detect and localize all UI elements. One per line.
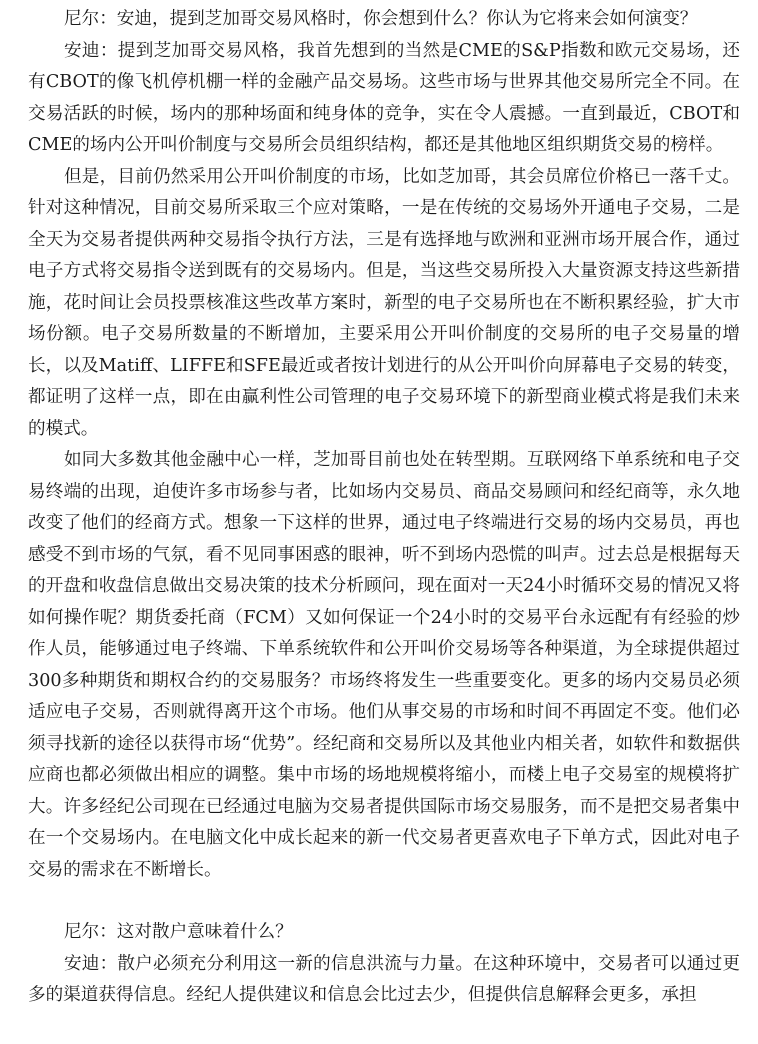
body-paragraph: 如同大多数其他金融中心一样，芝加哥目前也处在转型期。互联网络下单系统和电子交易终端的出现，迫使许多市场参与者，比如场内交易员、商品交易顾问和经纪商等，永久地改变了他们的经商方式。想象一下这样的世界，通过电子终端进行交易的场内交易员，再也感受不到市场的气氛，看不见同事困惑的眼神，听不到场内恐慌的叫声。过去总是根据每天的开盘和收盘信息做出交易决策的技术分析顾问，现在面对一天24小时循环交易的情况又将如何操作呢？期货委托商（FCM）又如何保证一个24小时的交易平台永远配有有经验的炒作人员，能够通过电子终端、下单系统软件和公开叫价交易场等各种渠道，为全球提供超过300多种期货和期权合约的交易服务？市场终将发生一些重要变化。更多的场内交易员必须适应电子交易，否则就得离开这个市场。他们从事交易的市场和时间不再固定不变。他们必须寻找新的途径以获得市场“优势”。经纪商和交易所以及其他业内相关者，如软件和数据供应商也都必须做出相应的调整。集中市场的场地规模将缩小，而楼上电子交易室的规模将扩大。许多经纪公司现在已经通过电脑为交易者提供国际市场交易服务，而不是把交易者集中在一个交易场内。在电脑文化中成长起来的新一代交易者更喜欢电子下单方式，因此对电子交易的需求在不断增长。: [28, 450, 740, 880]
answer-paragraph: 安迪：提到芝加哥交易风格，我首先想到的当然是CME的S&P指数和欧元交易场，还有CBOT的像飞机停机棚一样的金融产品交易场。这些市场与世界其他交易所完全不同。在交易活跃的时候，场内的那种场面和纯身体的竞争，实在令人震撼。一直到最近，CBOT和CME的场内公开叫价制度与交易所会员组织结构，都还是其他地区组织期货交易的榜样。: [28, 40, 740, 155]
answer-paragraph: 安迪：散户必须充分利用这一新的信息洪流与力量。在这种环境中，交易者可以通过更多的渠道获得信息。经纪人提供建议和信息会比过去少，但提供信息解释会更多，承担: [28, 953, 740, 1005]
document-page: [28, 4, 740, 1012]
section-gap: [28, 886, 740, 917]
question-paragraph: 尼尔：安迪，提到芝加哥交易风格时，你会想到什么？你认为它将来会如何演变？: [64, 9, 698, 29]
question-paragraph: 尼尔：这对散户意味着什么？: [64, 922, 293, 942]
body-paragraph: 但是，目前仍然采用公开叫价制度的市场，比如芝加哥，其会员席位价格已一落千丈。针对这种情况，目前交易所采取三个应对策略，一是在传统的交易场外开通电子交易，二是全天为交易者提供两种交易指令执行方法，三是有选择地与欧洲和亚洲市场开展合作，通过电子方式将交易指令送到既有的交易场内。但是，当这些交易所投入大量资源支持这些新措施，花时间让会员投票核准这些改革方案时，新型的电子交易所也在不断积累经验，扩大市场份额。电子交易所数量的不断增加，主要采用公开叫价制度的交易所的电子交易量的增长，以及Matiff、LIFFE和SFE最近或者按计划进行的从公开叫价向屏幕电子交易的转变，都证明了这样一点，即在由赢利性公司管理的电子交易环境下的新型商业模式将是我们未来的模式。: [28, 166, 740, 439]
